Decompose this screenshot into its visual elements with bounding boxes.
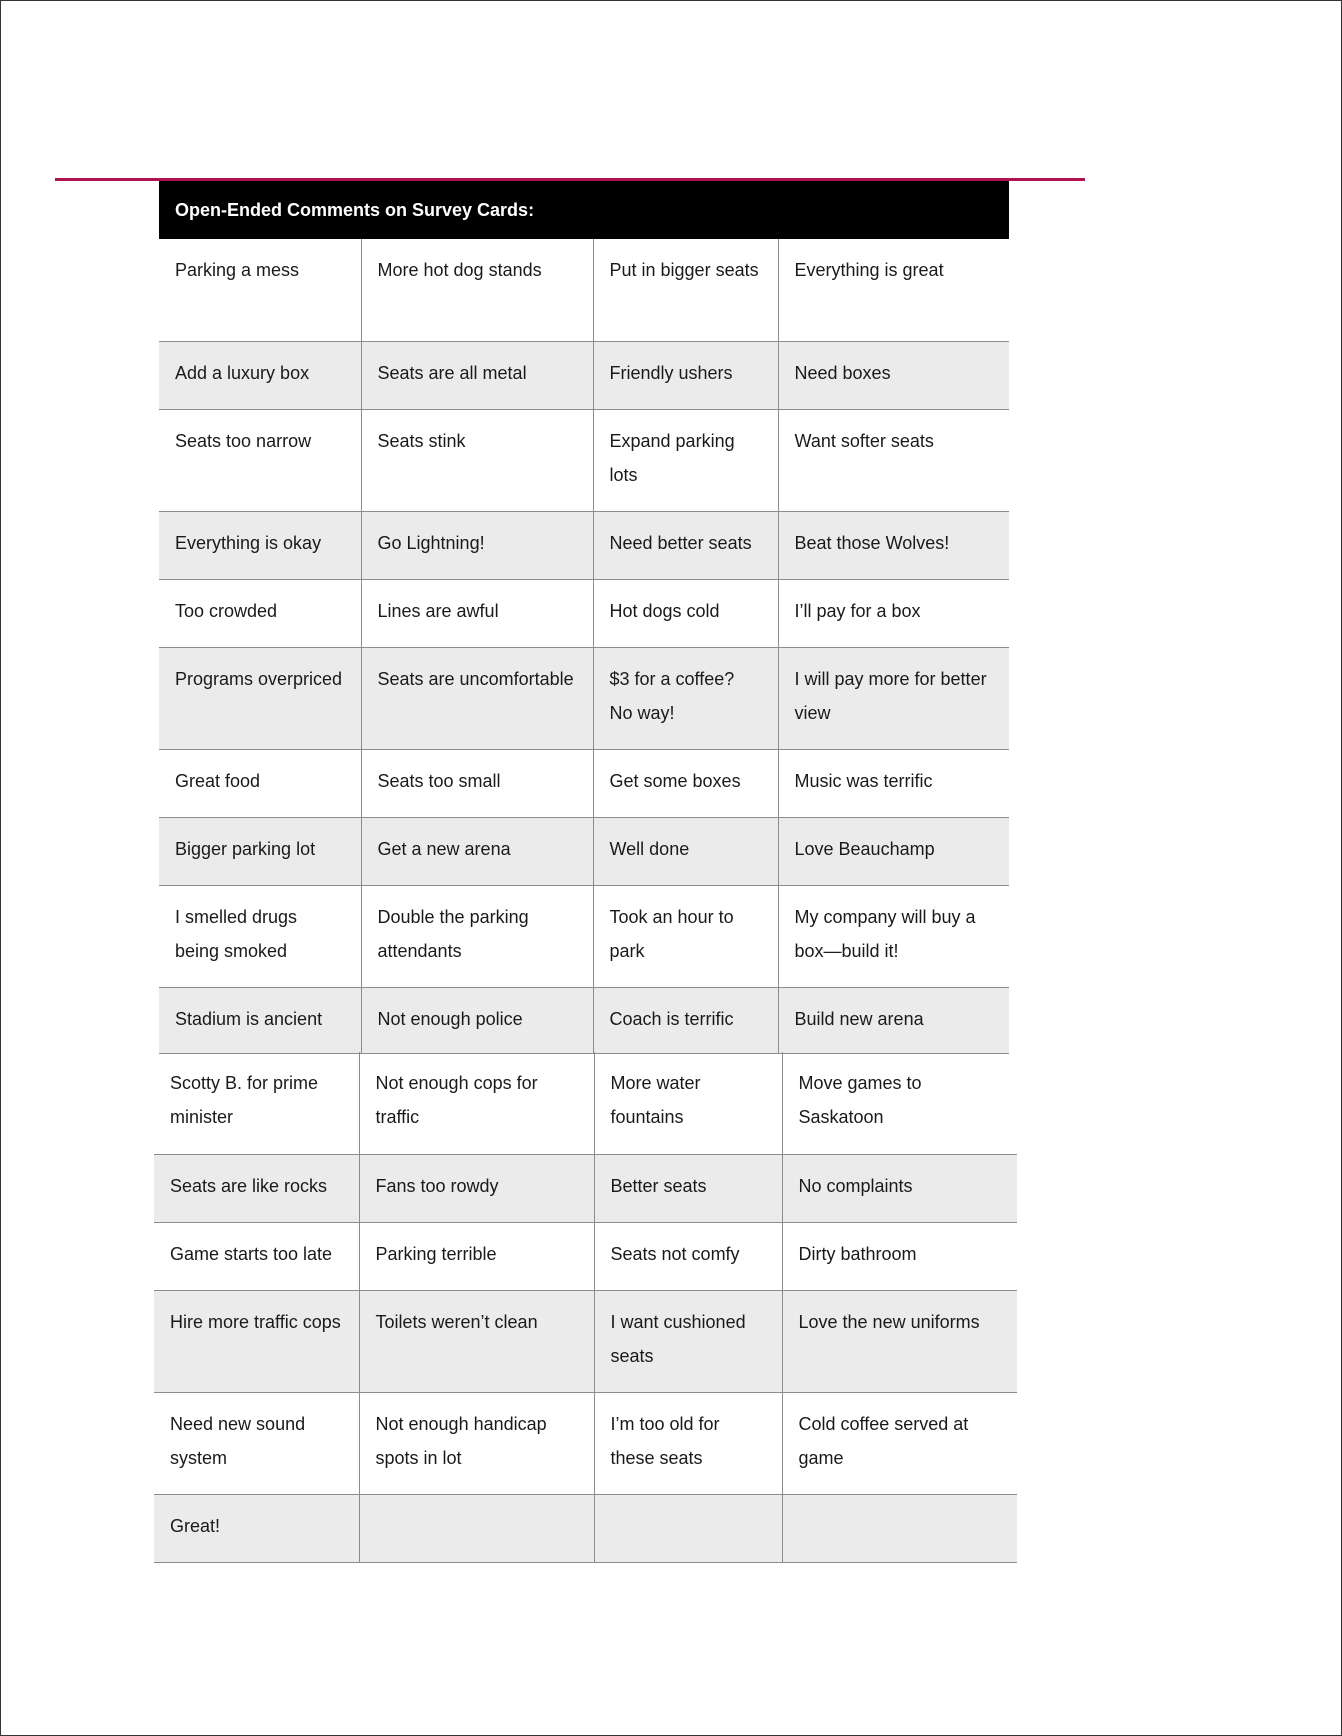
table-cell: Well done: [593, 817, 778, 885]
table-cell: Double the parking attendants: [361, 885, 593, 987]
table-cell: Move games to Saskatoon: [782, 1052, 1017, 1154]
table-cell: Need better seats: [593, 511, 778, 579]
table-cell: Everything is okay: [159, 511, 361, 579]
table-cell: $3 for a coffee? No way!: [593, 647, 778, 749]
table-cell: Beat those Wolves!: [778, 511, 1009, 579]
table-cell: Cold coffee served at game: [782, 1392, 1017, 1494]
table-cell: Great!: [154, 1494, 359, 1562]
table-cell: Seats too narrow: [159, 409, 361, 511]
table-cell: Need boxes: [778, 341, 1009, 409]
table-row: [154, 1154, 1017, 1222]
table-row: [159, 987, 1009, 1053]
table-row: [159, 817, 1009, 885]
table-row: [159, 409, 1009, 511]
table-cell: Coach is terrific: [593, 987, 778, 1053]
table-cell: Seats are all metal: [361, 341, 593, 409]
table-cell: [594, 1494, 782, 1562]
table-cell: Get a new arena: [361, 817, 593, 885]
table-cell: I want cushioned seats: [594, 1290, 782, 1392]
table-row: [159, 885, 1009, 987]
table-cell: Not enough handicap spots in lot: [359, 1392, 594, 1494]
table-cell: Fans too rowdy: [359, 1154, 594, 1222]
table-row: [159, 579, 1009, 647]
table-row: [159, 341, 1009, 409]
table-cell: [782, 1494, 1017, 1562]
table-cell: Lines are awful: [361, 579, 593, 647]
table-cell: Dirty bathroom: [782, 1222, 1017, 1290]
table-row: [154, 1222, 1017, 1290]
table-cell: Parking terrible: [359, 1222, 594, 1290]
table-cell: Not enough police: [361, 987, 593, 1053]
table-row: [154, 1494, 1017, 1562]
table-cell: Hire more traffic cops: [154, 1290, 359, 1392]
table-title: Open-Ended Comments on Survey Cards:: [159, 181, 1009, 239]
table-cell: Go Lightning!: [361, 511, 593, 579]
table-cell: Too crowded: [159, 579, 361, 647]
table-cell: More water fountains: [594, 1052, 782, 1154]
table-cell: Build new arena: [778, 987, 1009, 1053]
table-cell: Seats are uncomfortable: [361, 647, 593, 749]
table-cell: My company will buy a box—build it!: [778, 885, 1009, 987]
table-cell: I smelled drugs being smoked: [159, 885, 361, 987]
table-cell: I’m too old for these seats: [594, 1392, 782, 1494]
table-cell: Not enough cops for traffic: [359, 1052, 594, 1154]
table-cell: Love Beauchamp: [778, 817, 1009, 885]
table-cell: Music was terrific: [778, 749, 1009, 817]
table-cell: Need new sound system: [154, 1392, 359, 1494]
table-cell: Expand parking lots: [593, 409, 778, 511]
table-row: [154, 1052, 1017, 1154]
table-cell: Scotty B. for prime minister: [154, 1052, 359, 1154]
table-row: [159, 647, 1009, 749]
table-cell: Great food: [159, 749, 361, 817]
table-cell: Get some boxes: [593, 749, 778, 817]
table-cell: I’ll pay for a box: [778, 579, 1009, 647]
table-cell: Seats too small: [361, 749, 593, 817]
table-cell: Better seats: [594, 1154, 782, 1222]
table-cell: Took an hour to park: [593, 885, 778, 987]
table-cell: Programs overpriced: [159, 647, 361, 749]
table-row: [159, 239, 1009, 341]
table-cell: Seats stink: [361, 409, 593, 511]
table-cell: [359, 1494, 594, 1562]
table-cell: Add a luxury box: [159, 341, 361, 409]
table-cell: Parking a mess: [159, 239, 361, 341]
table-row: [154, 1392, 1017, 1494]
table-cell: Stadium is ancient: [159, 987, 361, 1053]
table-cell: Friendly ushers: [593, 341, 778, 409]
table-cell: Game starts too late: [154, 1222, 359, 1290]
table-cell: Seats are like rocks: [154, 1154, 359, 1222]
table-cell: Everything is great: [778, 239, 1009, 341]
table-row: [159, 511, 1009, 579]
table-cell: Put in bigger seats: [593, 239, 778, 341]
table-cell: More hot dog stands: [361, 239, 593, 341]
comments-table-continued: [154, 1052, 1017, 1563]
table-cell: No complaints: [782, 1154, 1017, 1222]
table-cell: Hot dogs cold: [593, 579, 778, 647]
table-cell: Want softer seats: [778, 409, 1009, 511]
table-cell: I will pay more for better view: [778, 647, 1009, 749]
comments-table: [159, 239, 1009, 1054]
table-cell: Love the new uniforms: [782, 1290, 1017, 1392]
table-row: [154, 1290, 1017, 1392]
table-cell: Seats not comfy: [594, 1222, 782, 1290]
table-cell: Toilets weren’t clean: [359, 1290, 594, 1392]
table-cell: Bigger parking lot: [159, 817, 361, 885]
table-row: [159, 749, 1009, 817]
